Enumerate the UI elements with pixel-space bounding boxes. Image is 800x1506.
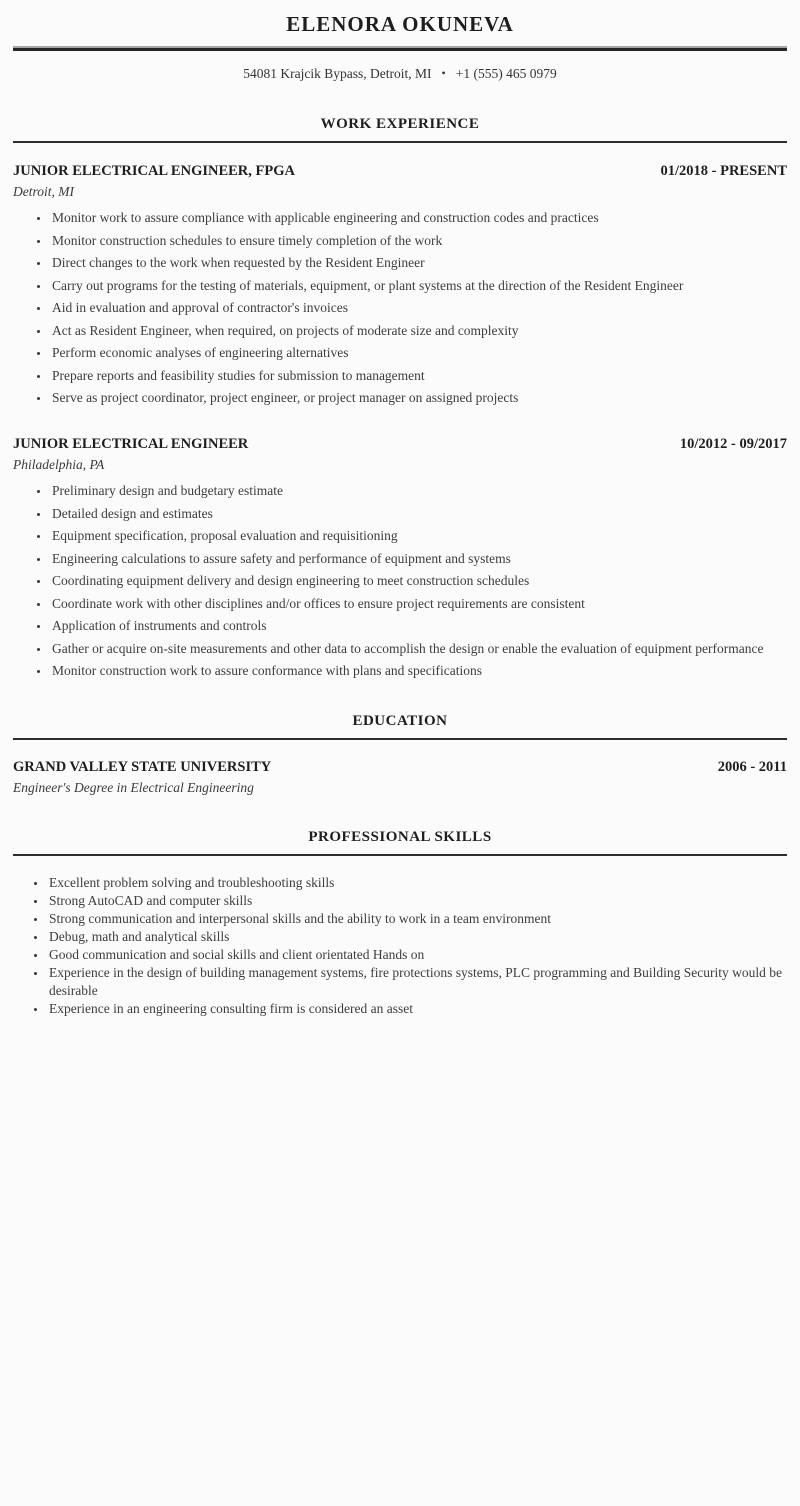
- degree-name: Engineer's Degree in Electrical Engineering: [13, 780, 254, 795]
- education-dates: 2006 - 2011: [717, 759, 787, 775]
- bullet-item: • Monitor work to assure compliance with applicable engineering and construction codes and practices: [50, 209, 787, 227]
- section-heading-work-experience: WORK EXPERIENCE: [320, 116, 480, 132]
- job-location: Detroit, MI: [13, 184, 74, 199]
- education-header: [13, 758, 787, 776]
- bullet-item: • Preliminary design and budgetary estimate: [50, 482, 787, 500]
- bullet-item: • Experience in an engineering consulting firm is considered an asset: [47, 1000, 787, 1018]
- bullet-item: • Perform economic analyses of engineering alternatives: [50, 344, 787, 362]
- job-dates: 01/2018 - PRESENT: [660, 163, 787, 179]
- bullet-item: • Coordinating equipment delivery and design engineering to meet construction schedules: [50, 572, 787, 590]
- school-name: GRAND VALLEY STATE UNIVERSITY: [13, 759, 272, 775]
- job-bullet-list: [13, 209, 787, 407]
- bullet-item: • Experience in the design of building management systems, fire protections systems, PLC programming and Building Security would be desirable: [47, 964, 787, 1000]
- bullet-item: • Detailed design and estimates: [50, 505, 787, 523]
- job-bullet-list: [13, 482, 787, 680]
- bullet-item: • Strong communication and interpersonal skills and the ability to work in a team environment: [47, 910, 787, 928]
- bullet-item: • Excellent problem solving and troubleshooting skills: [47, 874, 787, 892]
- section-heading-education: EDUCATION: [352, 713, 448, 729]
- contact-address: 54081 Krajcik Bypass, Detroit, MI: [243, 66, 432, 81]
- contact-phone: +1 (555) 465 0979: [455, 66, 557, 81]
- skills-bullet-list: [13, 874, 787, 1018]
- bullet-item: • Strong AutoCAD and computer skills: [47, 892, 787, 910]
- job-location: Philadelphia, PA: [13, 457, 105, 472]
- bullet-item: • Serve as project coordinator, project engineer, or project manager on assigned projects: [50, 389, 787, 407]
- bullet-item: • Monitor construction work to assure conformance with plans and specifications: [50, 662, 787, 680]
- bullet-item: • Carry out programs for the testing of materials, equipment, or plant systems at the direction of the Resident Engineer: [50, 277, 787, 295]
- job-header: [13, 162, 787, 180]
- job-title: JUNIOR ELECTRICAL ENGINEER: [13, 436, 249, 452]
- bullet-item: • Application of instruments and controls: [50, 617, 787, 635]
- candidate-name: ELENORA OKUNEVA: [286, 12, 514, 36]
- bullet-item: • Direct changes to the work when requested by the Resident Engineer: [50, 254, 787, 272]
- bullet-item: • Prepare reports and feasibility studies for submission to management: [50, 367, 787, 385]
- bullet-item: • Aid in evaluation and approval of contractor's invoices: [50, 299, 787, 317]
- job-title: JUNIOR ELECTRICAL ENGINEER, FPGA: [13, 163, 295, 179]
- job-entry-2: [13, 435, 787, 680]
- bullet-item: • Debug, math and analytical skills: [47, 928, 787, 946]
- skills-section-body: [13, 874, 787, 1018]
- section-rule-professional-skills: [13, 854, 787, 856]
- job-entry-1: [13, 162, 787, 407]
- contact-line: [13, 65, 787, 83]
- name-divider: [13, 46, 787, 51]
- bullet-item: • Good communication and social skills and client orientated Hands on: [47, 946, 787, 964]
- bullet-item: • Coordinate work with other disciplines and/or offices to ensure project requirements are consistent: [50, 595, 787, 613]
- bullet-item: • Gather or acquire on-site measurements and other data to accomplish the design or enable the evaluation of equipment performance: [50, 640, 787, 658]
- job-dates: 10/2012 - 09/2017: [679, 436, 787, 452]
- bullet-item: • Equipment specification, proposal evaluation and requisitioning: [50, 527, 787, 545]
- job-header: [13, 435, 787, 453]
- bullet-item: • Act as Resident Engineer, when required, on projects of moderate size and complexity: [50, 322, 787, 340]
- bullet-item: • Monitor construction schedules to ensure timely completion of the work: [50, 232, 787, 250]
- contact-separator-dot: •: [441, 66, 446, 80]
- name-divider-dark-line: [13, 48, 787, 51]
- section-rule-work-experience: [13, 141, 787, 143]
- section-heading-professional-skills: PROFESSIONAL SKILLS: [308, 829, 492, 845]
- education-entry: [13, 758, 787, 796]
- section-rule-education: [13, 738, 787, 740]
- bullet-item: • Engineering calculations to assure safety and performance of equipment and systems: [50, 550, 787, 568]
